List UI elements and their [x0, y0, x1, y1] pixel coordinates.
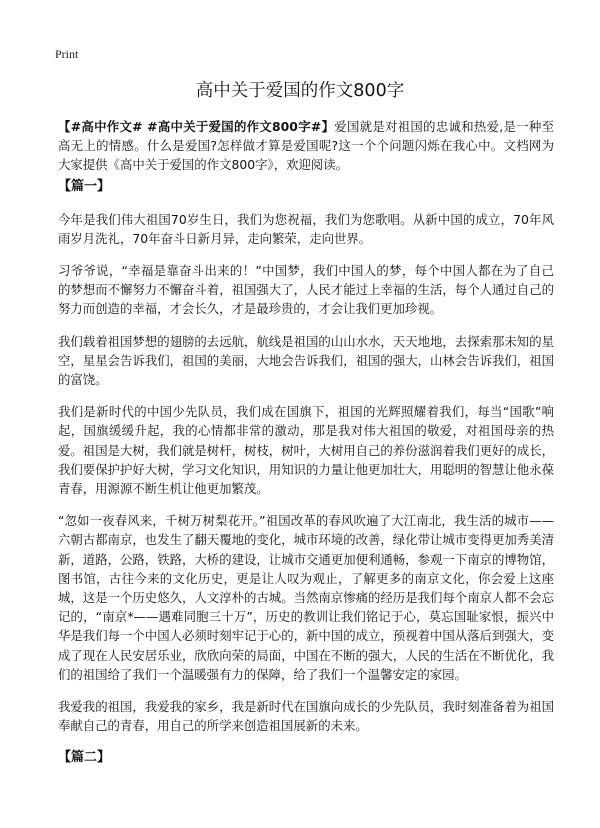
paragraph: 我们是新时代的中国少先队员，我们成在国旗下，祖国的光辉照耀着我们，每当“国歌”响起，国旗缓缓升起，我的心情都非常的激动，那是我对伟大祖国的敬爱，对祖国母亲的热爱。祖国是大树，我们就是树杆，树枝，树叶，大树用自己的养份滋润着我们更好的成长，我们要保护护好大树，学习文化知识，用知识的力量让他更加壮大，用聪明的智慧让他永葆青春，用源源不断生机让他更加繁茂。 — [58, 404, 554, 497]
intro-text: 爱国就是对祖国的忠诚和热爱,是一种至高无上的情感。什么是爱国?怎样做才算是爱国呢?这一个个问题闪烁在我心中。文档网为大家提供《高中关于爱国的作文800字》，欢迎阅读。 — [58, 119, 554, 173]
paragraph: 我爱我的祖国，我爱我的家乡，我是新时代在国旗向成长的少先队员，我时刻准备着为祖国奉献自己的青春，用自己的所学来创造祖国展新的未来。 — [58, 699, 554, 734]
intro-paragraph — [58, 117, 554, 175]
paragraph: “忽如一夜春风来，千树万树梨花开。”祖国改革的春风吹遍了大江南北，我生活的城市——六朝古都南京，也发生了翻天覆地的变化，城市环境的改善，绿化带让城市变得更加秀美清新，道路，公路，铁路，大桥的建设，让城市交通更加便利通畅，参观一下南京的博物馆，图书馆，古往今来的文化历史，更是让人叹为观止，了解更多的南京文化，你会爱上这座城，这是一个历史悠久，人文淳朴的古城。当然南京惨痛的经历是我们每个南京人都不会忘记的，“南京*——遇难同胞三十万”，历史的教训让我们铭记于心，莫忘国耻家恨，振兴中华是我们每一个中国人必须时刻牢记于心的，新中国的成立，预视着中国从落后到强大，变成了现在人民安居乐业，欣欣向荣的局面，中国在不断的强大，人民的生活在不断优化，我们的祖国给了我们一个温暖强有力的保障，给了我们一个温馨安定的家园。 — [58, 513, 554, 682]
section-heading-1: 【篇一】 — [58, 178, 111, 194]
print-link[interactable]: Print — [55, 47, 79, 61]
section-heading-2: 【篇二】 — [58, 750, 111, 766]
paragraph: 我们载着祖国梦想的翅膀的去远航，航线是祖国的山山水水，天天地地，去探索那未知的星空，星星会告诉我们，祖国的美丽，大地会告诉我们，祖国的强大，山林会告诉我们，祖国的富饶。 — [58, 333, 554, 388]
paragraph: 习爷爷说，“幸福是靠奋斗出来的！”中国梦，我们中国人的梦，每个中国人都在为了自己的梦想而不懈努力不懈奋斗着，祖国强大了，人民才能过上幸福的生活，每个人通过自己的努力而创造的幸福，才会长久，才是最珍贵的，才会让我们更加珍视。 — [58, 263, 554, 317]
intro-tags: 【#高中作文# #高中关于爱国的作文800字#】 — [58, 119, 335, 134]
paragraph: 今年是我们伟大祖国70岁生日，我们为您祝福，我们为您歌唱。从新中国的成立，70年风雨岁月洗礼，70年奋斗日新月异，走向繁荣，走向世界。 — [58, 211, 554, 246]
article-body — [58, 117, 554, 781]
page-title: 高中关于爱国的作文800字 — [195, 81, 405, 101]
